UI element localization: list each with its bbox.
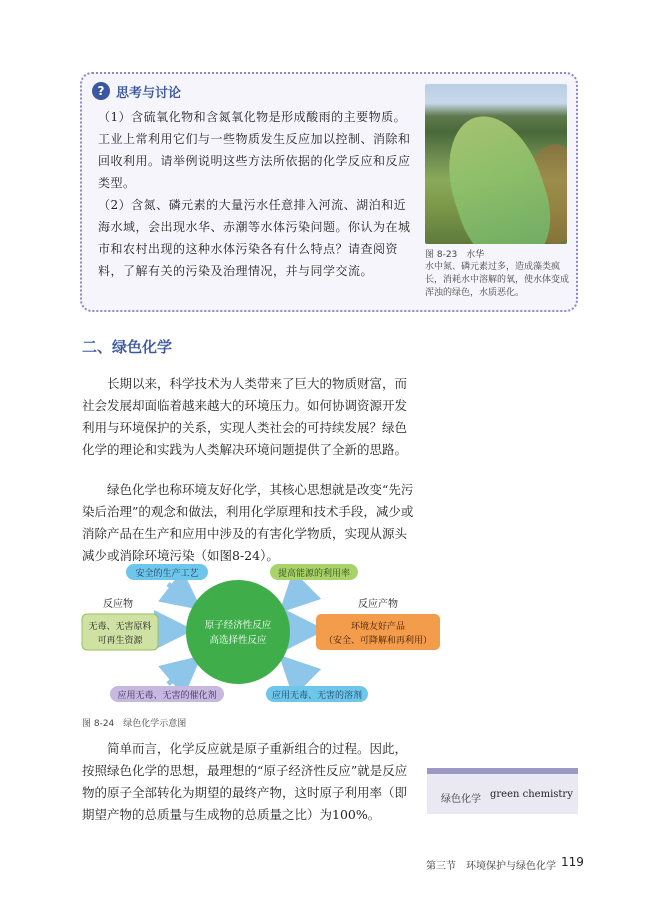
center-circle <box>186 580 290 684</box>
pill-energy-text: 提高能源的利用率 <box>277 569 351 579</box>
product-line-2: （安全、可降解和再利用） <box>323 636 433 646</box>
pill-solvent-text: 应用无毒、无害的溶剂 <box>271 691 363 701</box>
term-english: green chemistry <box>490 789 573 800</box>
paragraph-1: 长期以来，科学技术为人类带来了巨大的物质财富，而社会发展却面临着越来越大的环境压力。如何协调资源开发利用与环境保护的关系，实现人类社会的可持续发展？绿色化学的理论和实践为人类解决环境问题提供了全新的思路。 <box>82 376 408 457</box>
pill-catalyst-text: 应用无毒、无害的催化剂 <box>117 691 217 701</box>
footer-section-title: 第三节 环境保护与绿色化学 <box>426 861 556 872</box>
figure-8-23-caption: 水中氮、磷元素过多，造成藻类疯长，消耗水中溶解的氧，使水体变成浑浊的绿色，水质恶化。 <box>425 262 570 298</box>
figure-8-23-label: 图 8-23 水华 <box>425 250 485 260</box>
center-line-1: 原子经济性反应 <box>204 620 272 631</box>
green-chemistry-diagram <box>76 562 576 712</box>
algae-bloom-photo <box>425 84 567 244</box>
discussion-title: 思考与讨论 <box>116 85 182 101</box>
arrow-top-right <box>286 586 306 606</box>
discussion-header <box>92 82 181 100</box>
reactant-line-1: 无毒、无害原料 <box>88 622 152 632</box>
product-label: 反应产物 <box>358 599 398 610</box>
paragraph-2: 绿色化学也称环境友好化学，其核心思想就是改变“先污染后治理”的观念和做法，利用化学原理和技术手段，减少或消除产品在生产和应用中涉及的有害化学物质，实现从源头减少或消除环境污染（如图8-24）。 <box>82 482 414 563</box>
center-line-2: 高选择性反应 <box>209 635 267 646</box>
arrow-bottom-left <box>168 662 194 684</box>
page-number: 119 <box>561 855 584 869</box>
term-chinese: 绿色化学 <box>441 794 481 805</box>
arrow-bottom-right <box>286 662 306 682</box>
paragraph-3: 简单而言，化学反应就是原子重新组合的过程。因此，按照绿色化学的思想，最理想的“原子经济性反应”就是反应物的原子全部转化为期望的最终产物，这时原子利用率（即期望产物的总质量与生成物的总质量之比）为100%。 <box>82 741 408 822</box>
arrow-top-left <box>168 584 194 604</box>
pill-safe-process-text: 安全的生产工艺 <box>135 569 199 579</box>
figure-8-24-caption: 图 8-24 绿色化学示意图 <box>82 719 187 729</box>
product-line-1: 环境友好产品 <box>350 622 406 632</box>
discussion-question-2: （2）含氮、磷元素的大量污水任意排入河流、湖泊和近海水域，会出现水华、赤潮等水体污染问题。你认为在城市和农村出现的这种水体污染各有什么特点？请查阅资料，了解有关的污染及治理情况，并与同学交流。 <box>98 198 411 278</box>
reactant-label: 反应物 <box>103 599 133 610</box>
question-bubble-icon: ? <box>92 82 110 100</box>
discussion-question-1: （1）含硫氧化物和含氮氧化物是形成酸雨的主要物质。工业上常利用它们与一些物质发生反应加以控制、消除和回收利用。请举例说明这些方法所依据的化学反应和反应类型。 <box>98 110 411 190</box>
section-title: 二、绿色化学 <box>82 338 173 356</box>
reactant-line-2: 可再生资源 <box>97 636 143 646</box>
